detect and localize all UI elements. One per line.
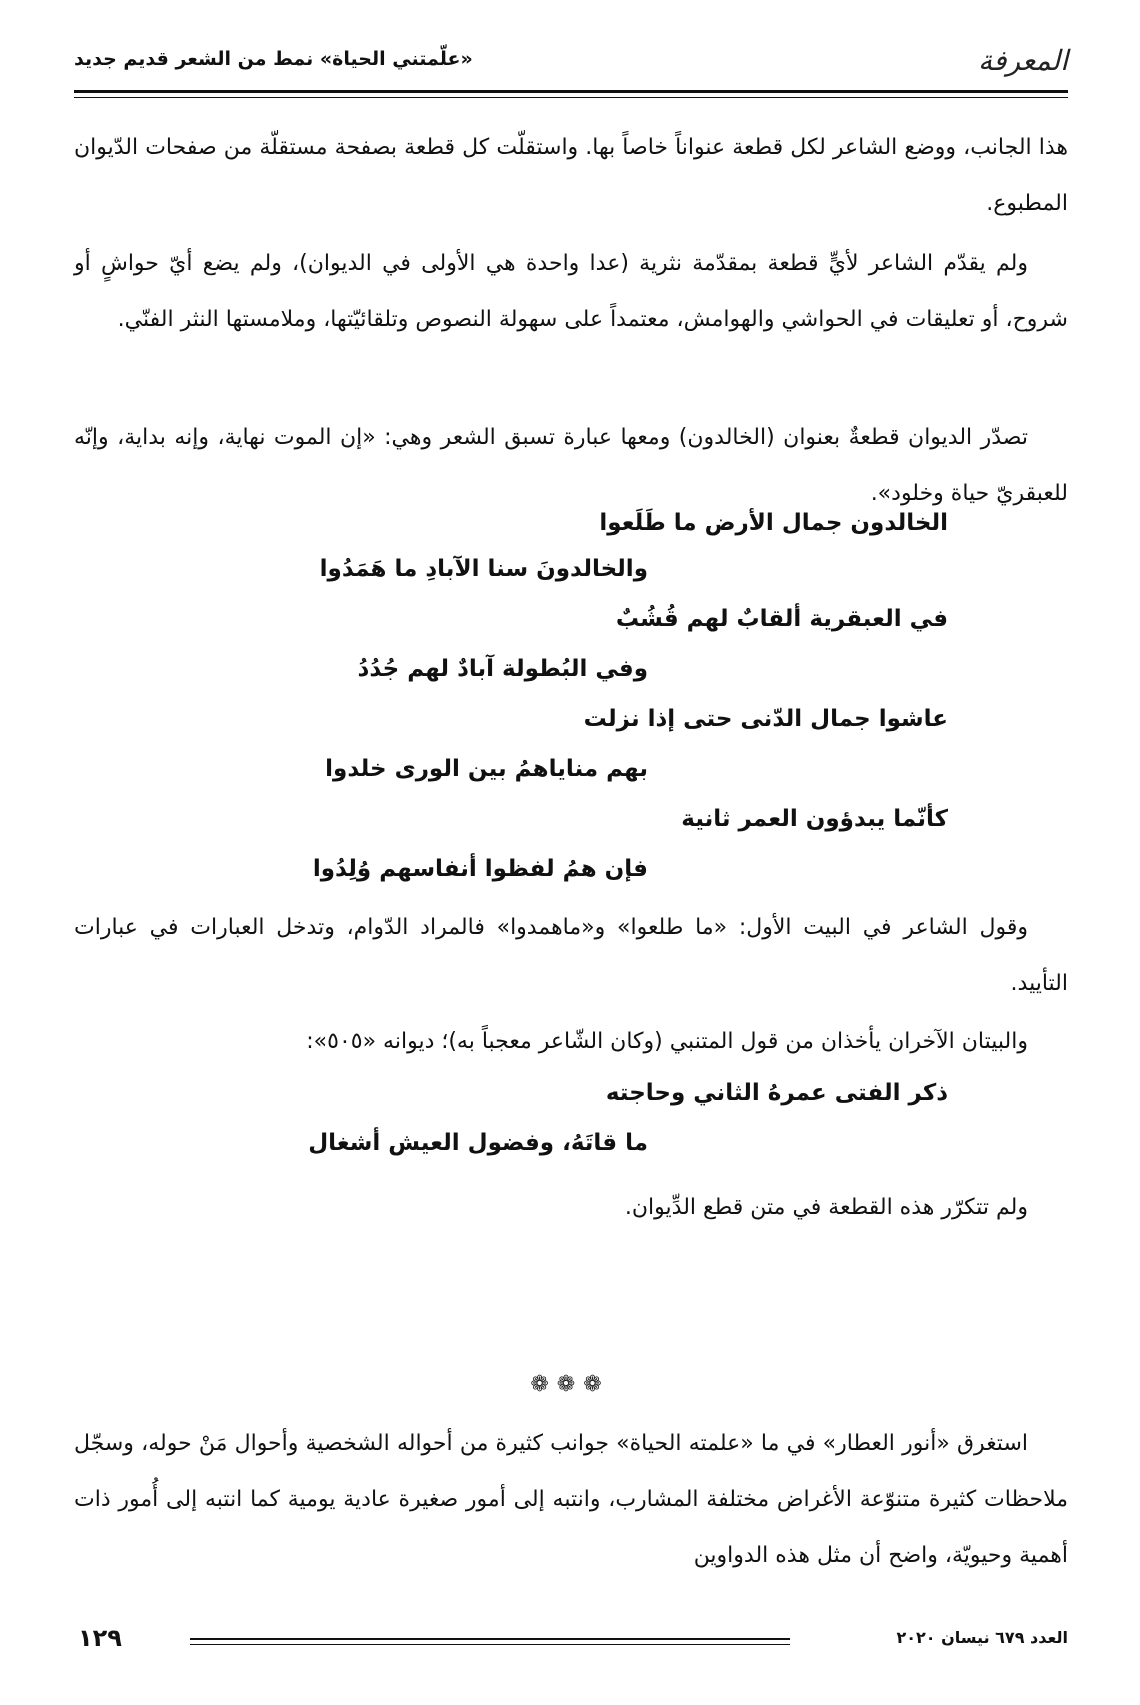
paragraph: وقول الشاعر في البيت الأول: «ما طلعوا» و«ماهمدوا» فالمراد الدّوام، وتدخل العبارات في عبارات التأييد. (74, 915, 1068, 996)
verse-line: في العبقرية ألقابٌ لهم قُشُبٌ (615, 606, 948, 632)
footer-rule-thin (190, 1644, 790, 1645)
verse-line: بهم مناياهمُ بين الورى خلدوا (325, 756, 648, 782)
paragraph: استغرق «أنور العطار» في ما «علمته الحياة» جوانب كثيرة من أحواله الشخصية وأحوال مَنْ حوله، وسجّل ملاحظات كثيرة متنوّعة الأغراض مختلفة المشارب، وانتبه إلى أمور صغيرة عادية يومية كما انتبه إلى أُمور ذات أهمية وحيويّة، واضح أن مثل هذه الدواوين (74, 1431, 1068, 1568)
verse-line: الخالدون جمال الأرض ما طَلَعوا (599, 510, 948, 536)
paragraph: تصدّر الديوان قطعةٌ بعنوان (الخالدون) ومعها عبارة تسبق الشعر وهي: «إن الموت نهاية، وإنه بداية، وإنّه للعبقريّ حياة وخلود». (74, 425, 1068, 506)
text-block-5 (74, 1014, 1068, 1070)
footer-rule-thick (190, 1638, 790, 1640)
section-ornament: ❁❁❁ (530, 1372, 610, 1397)
magazine-logo: المعرفة (978, 44, 1068, 77)
text-block-1 (74, 120, 1068, 232)
text-block-2 (74, 236, 1068, 348)
paragraph: هذا الجانب، ووضع الشاعر لكل قطعة عنواناً خاصاً بها. واستقلّت كل قطعة بصفحة مستقلّة من صفحات الدّيوان المطبوع. (74, 135, 1068, 216)
verse-line: عاشوا جمال الدّنى حتى إذا نزلت (583, 706, 948, 732)
issue-info: العدد ٦٧٩ نيسان ٢٠٢٠ (896, 1628, 1068, 1647)
running-title: «علّمتني الحياة» نمط من الشعر قديم جديد (74, 48, 473, 70)
text-block-7 (74, 1416, 1068, 1584)
verse-line: ما قاتَهُ، وفضول العيش أشغال (308, 1130, 648, 1156)
verse-line: فإن همُ لفظوا أنفاسهم وُلِدُوا (312, 856, 648, 882)
paragraph: ولم يقدّم الشاعر لأيٍّ قطعة بمقدّمة نثرية (عدا واحدة هي الأولى في الديوان)، ولم يضع أيّ حواشٍ أو شروح، أو تعليقات في الحواشي والهوامش، معتمداً على سهولة النصوص وتلقائيّتها، وملامستها النثر الفنّي. (74, 251, 1068, 332)
header-rule-thin (74, 97, 1068, 98)
paragraph: والبيتان الآخران يأخذان من قول المتنبي (وكان الشّاعر معجباً به)؛ ديوانه «٥٠٥»: (306, 1029, 1028, 1054)
page-header (74, 40, 1068, 80)
verse-line: والخالدونَ سنا الآبادِ ما هَمَدُوا (319, 556, 648, 582)
paragraph: ولم تتكرّر هذه القطعة في متن قطع الدِّيوان. (624, 1195, 1028, 1220)
verse-line: ذكر الفتى عمرهُ الثاني وحاجته (605, 1080, 948, 1106)
header-rule-thick (74, 90, 1068, 93)
verse-line: وفي البُطولة آبادٌ لهم جُدُدُ (357, 656, 648, 682)
text-block-6 (74, 1180, 1068, 1236)
verse-line: كأنّما يبدؤون العمر ثانية (681, 806, 948, 832)
text-block-4 (74, 900, 1068, 1012)
page-number: ١٢٩ (78, 1624, 122, 1652)
text-block-3 (74, 410, 1068, 522)
